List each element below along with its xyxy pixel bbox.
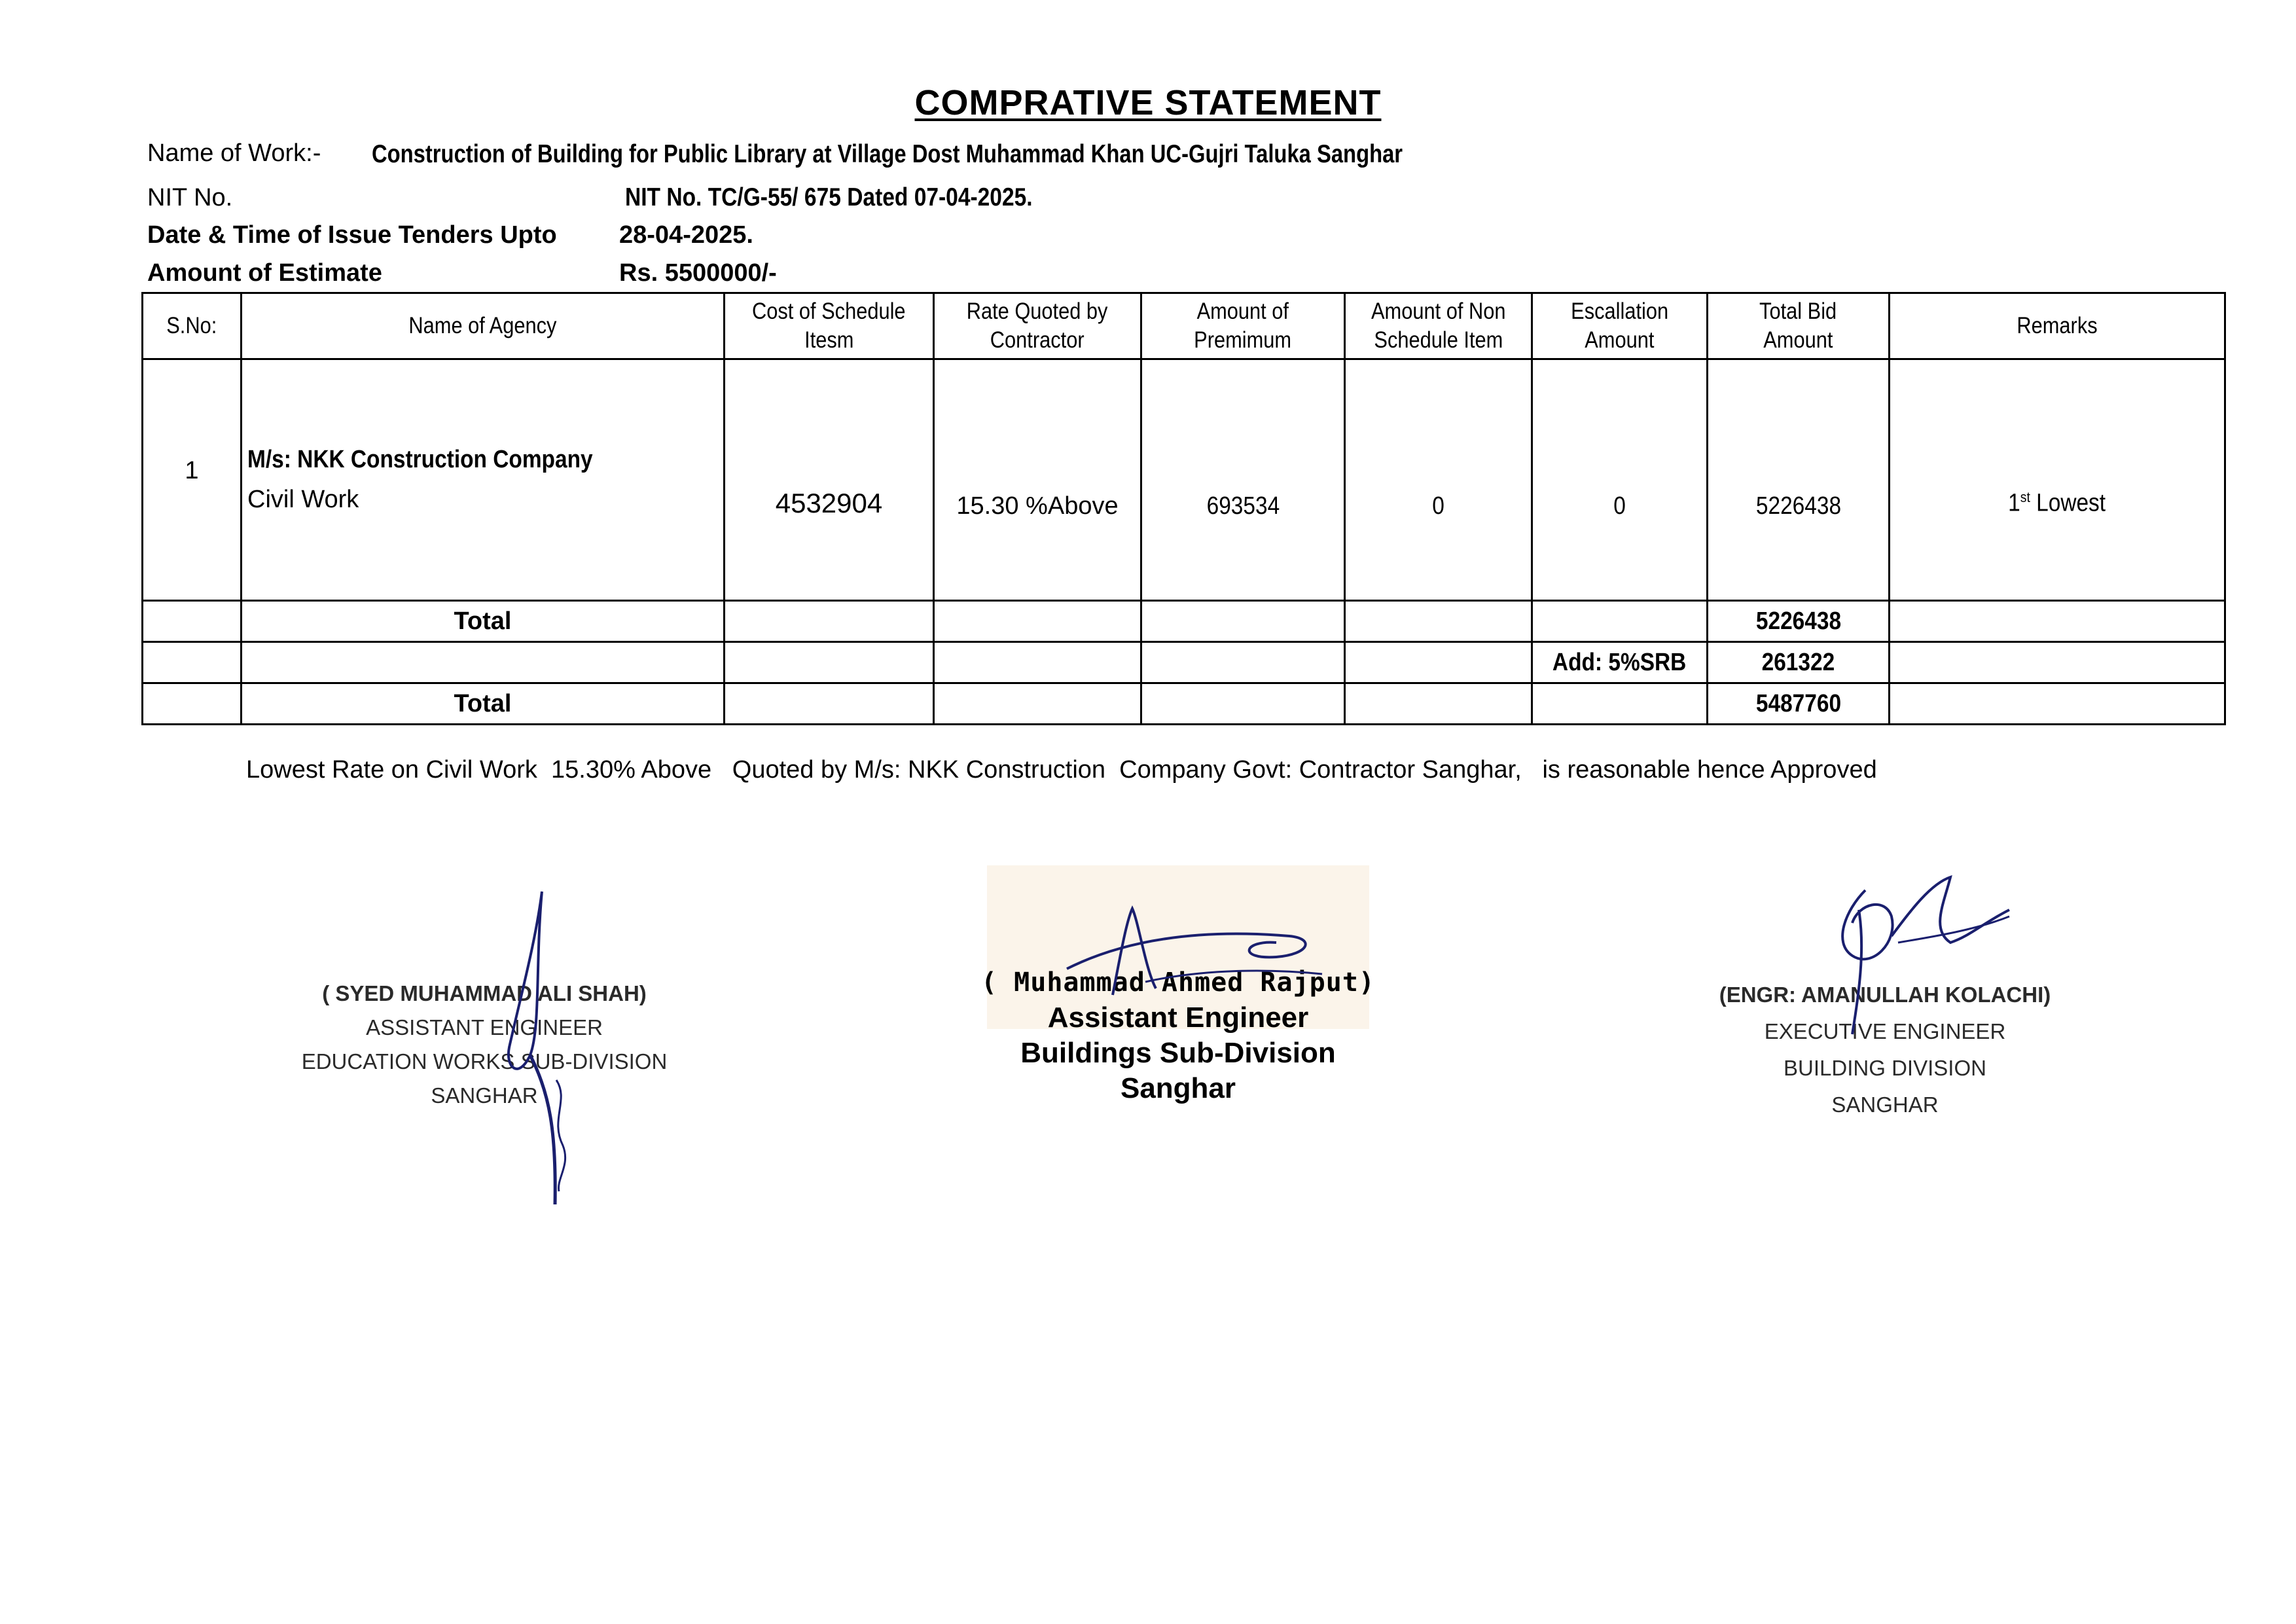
document-title: COMPRATIVE STATEMENT: [914, 83, 1382, 122]
cell-remarks: 1st Lowest: [1890, 359, 2225, 601]
signatory-3-name: (ENGR: AMANULLAH KOLACHI): [1719, 983, 2051, 1007]
issue-date-value: 28-04-2025.: [619, 221, 753, 249]
signatory-1-designation: ASSISTANT ENGINEER: [366, 1015, 603, 1039]
grand-total-value: 5487760: [1708, 683, 1890, 725]
signature-3-mark: [1820, 871, 2016, 1041]
col-header-cost-schedule: Cost of Schedule Itesm: [725, 293, 934, 359]
cell-sno: 1: [143, 359, 242, 601]
estimate-label: Amount of Estimate: [147, 259, 382, 287]
signature-2-mark: [1041, 897, 1348, 1001]
grand-total-label: Total: [242, 683, 725, 725]
name-of-work-value: Construction of Building for Public Library at Village Dost Muhammad Khan UC-Gujri Taluka Sanghar: [372, 140, 1403, 168]
signatory-3-office: BUILDING DIVISION: [1784, 1056, 1986, 1080]
total-value: 5226438: [1708, 601, 1890, 642]
signature-1-mark: [458, 884, 628, 1211]
signatory-2-name: ( Muhammad Ahmed Rajput): [981, 967, 1375, 998]
col-header-total-bid: Total Bid Amount: [1708, 293, 1890, 359]
signatory-2-location: Sanghar: [1120, 1072, 1236, 1104]
table-header-row: [143, 293, 2225, 359]
signatory-3-designation: EXECUTIVE ENGINEER: [1764, 1019, 2006, 1043]
cell-escalation: 0: [1532, 359, 1708, 601]
nit-label: NIT No.: [147, 184, 233, 211]
comparative-table: [141, 292, 2226, 725]
cell-non-schedule: 0: [1345, 359, 1532, 601]
srb-label: Add: 5%SRB: [1532, 642, 1708, 683]
col-header-rate-quoted: Rate Quoted by Contractor: [934, 293, 1141, 359]
total-label: Total: [242, 601, 725, 642]
srb-row: [143, 642, 2225, 683]
col-header-agency: Name of Agency: [242, 293, 725, 359]
signatory-3-location: SANGHAR: [1831, 1092, 1939, 1117]
agency-name: M/s: NKK Construction Company: [247, 446, 593, 473]
col-header-premium: Amount of Premimum: [1141, 293, 1345, 359]
signatory-1-location: SANGHAR: [431, 1083, 538, 1108]
signatory-2-office: Buildings Sub-Division: [1020, 1037, 1336, 1069]
issue-date-label: Date & Time of Issue Tenders Upto: [147, 221, 557, 249]
estimate-value: Rs. 5500000/-: [619, 259, 777, 287]
col-header-sno: S.No:: [143, 293, 242, 359]
name-of-work-label: Name of Work:-: [147, 139, 321, 167]
table-row: [143, 359, 2225, 601]
cell-premium: 693534: [1141, 359, 1345, 601]
cell-agency: [242, 359, 725, 601]
col-header-escalation: Escallation Amount: [1532, 293, 1708, 359]
approval-note: Lowest Rate on Civil Work 15.30% Above Quoted by M/s: NKK Construction Company Govt: Contractor Sanghar, is reasonable hence Approved: [246, 756, 1877, 784]
nit-value: NIT No. TC/G-55/ 675 Dated 07-04-2025.: [625, 183, 1033, 211]
signatory-2-designation: Assistant Engineer: [1047, 1001, 1309, 1034]
cell-total-bid: 5226438: [1708, 359, 1890, 601]
col-header-non-schedule: Amount of Non Schedule Item: [1345, 293, 1532, 359]
signatory-1-name: ( SYED MUHAMMAD ALI SHAH): [322, 981, 647, 1005]
grand-total-row: [143, 683, 2225, 725]
work-type: Civil Work: [247, 486, 359, 513]
srb-value: 261322: [1708, 642, 1890, 683]
signatory-1-office: EDUCATION WORKS SUB-DIVISION: [301, 1049, 668, 1074]
col-header-remarks: Remarks: [1890, 293, 2225, 359]
cell-cost-schedule: 4532904: [725, 359, 934, 601]
cell-rate-quoted: 15.30 %Above: [934, 359, 1141, 601]
total-row: [143, 601, 2225, 642]
